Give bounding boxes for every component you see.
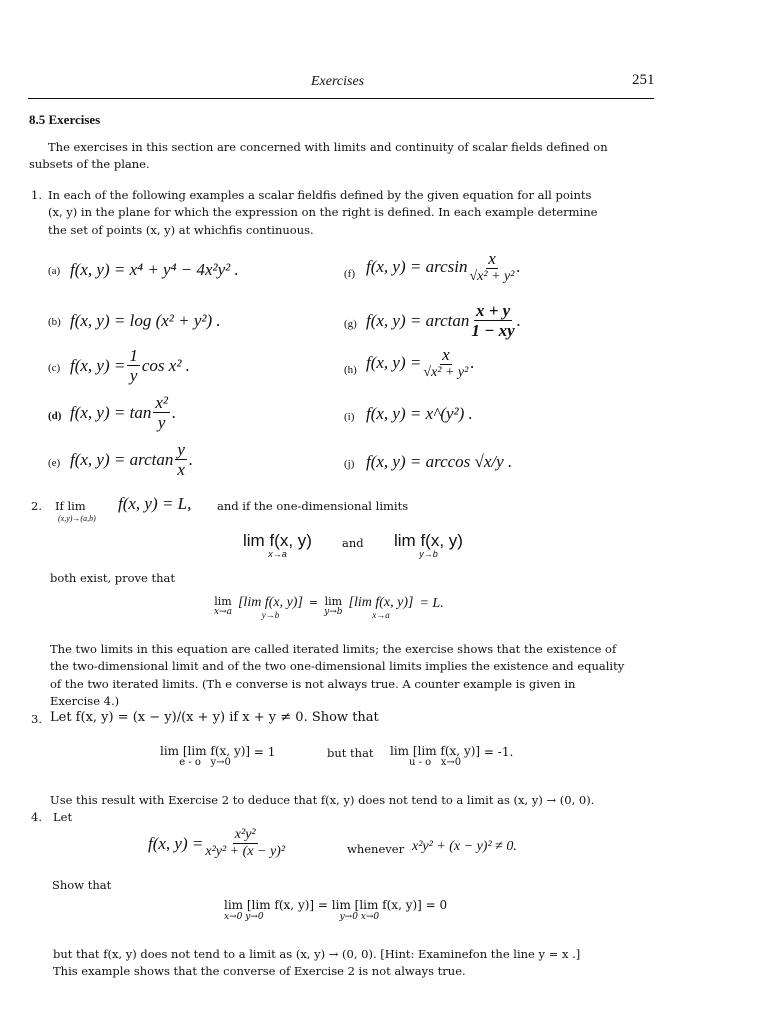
ex3-line: Let f(x, y) = (x − y)/(x + y) if x + y ≠ 0. Show that: [50, 710, 379, 725]
ex1-line-3: the set of points (x, y) at whichfis continuous.: [48, 223, 314, 237]
ex2-para-2: the two-dimensional limit and of the two one-dimensional limits implies the existence and equality: [50, 659, 625, 673]
ex2-both: both exist, prove that: [50, 571, 176, 585]
ex2-eq-l2: [lim f(x, y)]: [237, 595, 303, 610]
item-g-den: 1 − xy: [471, 320, 515, 340]
item-h-expr: [366, 346, 475, 381]
ex4-eq-subs-right: y→0 x→0: [339, 912, 380, 922]
item-j-expr: f(x, y) = arccos √x/y .: [366, 452, 513, 471]
item-b-expr: f(x, y) = log (x² + y²) .: [70, 311, 221, 330]
ex2-lim-b-word: lim f(x, y): [394, 531, 463, 550]
ex2-para-4: Exercise 4.): [50, 694, 120, 708]
ex3-right-val: = -1.: [483, 745, 514, 759]
item-g-post: .: [516, 310, 521, 330]
item-h-post: .: [470, 353, 475, 373]
item-e-fraction: [175, 441, 187, 479]
ex4-lhs: f(x, y) =: [148, 833, 204, 853]
running-header-title: Exercises: [311, 74, 365, 89]
item-c-num: 1: [129, 346, 138, 365]
ex4-last-line: This example shows that the converse of Exercise 2 is not always true.: [53, 964, 466, 978]
intro-line-2: subsets of the plane.: [29, 157, 150, 171]
ex2-tail: and if the one-dimensional limits: [217, 499, 409, 513]
ex4-eq-subs-left: x→0 y→0: [224, 912, 264, 922]
item-e-post: .: [188, 449, 194, 469]
ex2-eq-r2sub: x→a: [372, 610, 390, 620]
ex2-lim-a-sub: x→a: [268, 549, 287, 559]
ex2-if-lim: If lim: [55, 499, 86, 513]
item-b-label: (b): [48, 316, 61, 328]
ex4-whenever: whenever: [347, 842, 405, 856]
ex3-right-sub2: x→0: [440, 757, 462, 768]
ex2-lim-a: [243, 532, 312, 559]
ex4-show-that: Show that: [52, 878, 112, 892]
item-d-fraction: [153, 394, 170, 432]
item-g-num: x + y: [475, 301, 511, 320]
ex3-left-lim: lim [lim f(x, y)]: [160, 744, 251, 758]
item-e-den: x: [177, 459, 185, 479]
ex4-number: 4.: [31, 810, 42, 824]
ex2-eq-l1: lim: [214, 595, 232, 608]
ex2-eq-r1: lim: [324, 595, 343, 608]
ex2-para-1: The two limits in this equation are called iterated limits; the exercise shows that the existence of: [50, 642, 617, 656]
item-d-label: (d): [48, 410, 62, 422]
ex2-limit-expr: f(x, y) = L,: [118, 494, 192, 513]
ex3-number: 3.: [31, 712, 42, 726]
item-e-expr: [70, 441, 193, 479]
item-g-expr: [366, 302, 521, 340]
ex2-number: 2.: [31, 499, 42, 513]
item-e-pre: f(x, y) = arctan: [70, 449, 174, 469]
item-f-label: (f): [344, 268, 355, 280]
ex3-left-sub2: y→0: [210, 757, 231, 768]
ex3-left-limit: [160, 745, 275, 768]
ex3-left-val: = 1: [253, 745, 276, 759]
item-g-label: (g): [344, 318, 357, 330]
item-h-den: √x² + y²: [423, 364, 469, 380]
ex2-eq-r2: [lim f(x, y)]: [348, 595, 414, 610]
ex2-lim-b: [394, 532, 463, 559]
item-j-label: (j): [344, 458, 355, 470]
ex4-iterated-equation: [224, 898, 447, 922]
ex3-but-that: but that: [327, 746, 374, 760]
ex3-left-sub1: e - o: [179, 757, 201, 768]
item-c-den: y: [129, 365, 138, 385]
ex2-lim-a-word: lim f(x, y): [243, 531, 312, 550]
ex2-para-3: of the two iterated limits. (Th e converse is not always true. A counter example is given in: [50, 677, 576, 691]
item-e-num: y: [177, 440, 185, 459]
item-c-fraction: [127, 347, 140, 385]
header-rule: [28, 98, 654, 99]
item-h-pre: f(x, y) =: [366, 353, 422, 373]
item-i-expr: f(x, y) = x^(y²) .: [366, 404, 473, 423]
item-f-post: .: [516, 257, 521, 277]
item-c-post: cos x² .: [141, 355, 190, 375]
ex1-line-2: (x, y) in the plane for which the expression on the right is defined. In each example determine: [48, 205, 598, 219]
ex1-line-1: In each of the following examples a scalar fieldfis defined by the given equation for all points: [48, 188, 592, 202]
ex3-right-sub1: u - o: [408, 757, 432, 768]
item-h-label: (h): [344, 364, 357, 376]
item-c-expr: [70, 347, 190, 385]
item-e-label: (e): [48, 457, 61, 469]
ex2-eq-l2sub: y→b: [261, 610, 280, 620]
ex2-eq-sign: =: [308, 596, 319, 609]
ex2-iterated-equation: [214, 596, 444, 620]
item-d-post: .: [172, 402, 177, 422]
ex3-right-limit: [390, 745, 513, 768]
ex3-use-line: Use this result with Exercise 2 to deduce that f(x, y) does not tend to a limit as (x, y) → (0, 0).: [50, 793, 595, 807]
intro-line-1: The exercises in this section are concerned with limits and continuity of scalar fields defined on: [48, 140, 608, 154]
item-a-label: (a): [48, 265, 61, 277]
item-g-pre: f(x, y) = arctan: [366, 310, 470, 330]
item-d-expr: [70, 394, 176, 432]
item-f-den: √x² + y²: [469, 268, 515, 284]
page-number: 251: [632, 72, 655, 88]
ex2-lim-b-sub: y→b: [419, 549, 438, 559]
ex4-eq-main: lim [lim f(x, y)] = lim [lim f(x, y)] = 0: [224, 898, 448, 912]
item-c-label: (c): [48, 362, 61, 374]
ex2-eq-end: = L.: [419, 596, 444, 611]
item-f-expr: [366, 250, 521, 285]
section-title: 8.5 Exercises: [29, 112, 101, 127]
item-i-label: (i): [344, 411, 355, 423]
item-c-pre: f(x, y) =: [70, 355, 126, 375]
item-f-fraction: [469, 250, 514, 285]
ex4-condition: x²y² + (x − y)² ≠ 0.: [412, 839, 517, 854]
item-f-num: x: [488, 249, 496, 268]
ex4-num: x²y²: [234, 827, 256, 842]
ex2-lim-subscript: (x,y)→(a,b): [58, 514, 96, 523]
ex2-and: and: [342, 536, 364, 550]
ex4-but-line: but that f(x, y) does not tend to a limit as (x, y) → (0, 0). [Hint: Examinefon the line y = x .]: [53, 947, 581, 961]
item-a-expr: f(x, y) = x⁴ + y⁴ − 4x²y² .: [70, 260, 239, 279]
item-d-num: x²: [155, 393, 168, 412]
ex4-definition: [148, 828, 287, 859]
ex2-eq-r1sub: y→b: [324, 607, 343, 617]
item-d-pre: f(x, y) = tan: [70, 402, 152, 422]
item-g-fraction: [471, 302, 514, 340]
item-d-den: y: [157, 412, 166, 432]
ex2-eq-l1sub: x→a: [214, 607, 232, 617]
ex3-right-lim: lim [lim f(x, y)]: [390, 744, 481, 758]
item-h-fraction: [423, 346, 468, 381]
ex4-den: x²y² + (x − y)²: [205, 843, 286, 859]
ex1-number: 1.: [31, 188, 42, 202]
item-f-pre: f(x, y) = arcsin: [366, 257, 468, 277]
ex4-let: Let: [53, 810, 73, 824]
item-h-num: x: [442, 345, 450, 364]
ex4-fraction: [205, 828, 285, 859]
